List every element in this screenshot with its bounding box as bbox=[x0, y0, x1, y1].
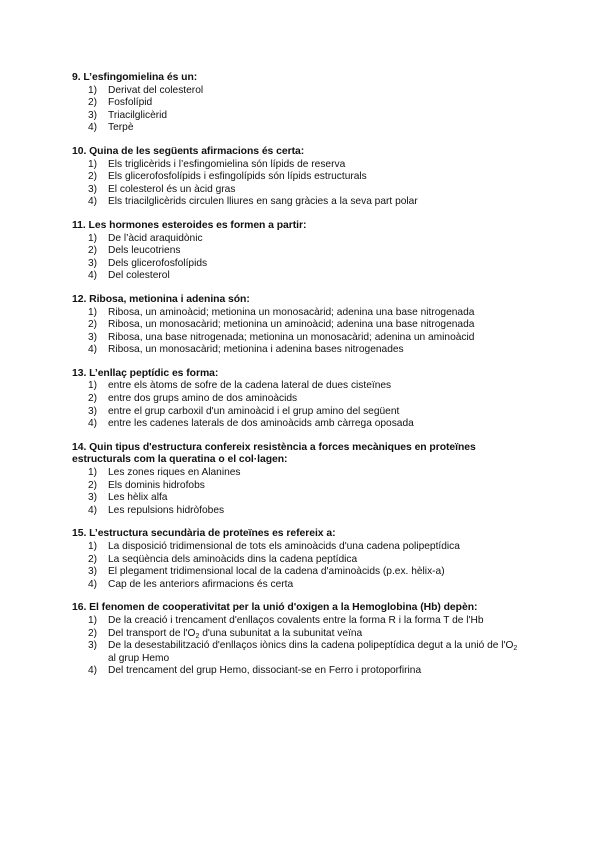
option-item bbox=[88, 245, 528, 258]
option-item bbox=[88, 183, 528, 197]
option-number: 3) bbox=[88, 405, 98, 417]
option-list bbox=[0, 85, 600, 135]
option-number: 2) bbox=[88, 479, 98, 491]
question-12 bbox=[0, 294, 600, 357]
option-text: Dels leucotriens bbox=[108, 245, 181, 257]
option-text: El plegament tridimensional local de la cadena d'aminoàcids (p.ex. hèlix-a) bbox=[108, 566, 445, 578]
option-item bbox=[88, 158, 528, 172]
option-text: Ribosa, un monosacàrid; metionina un aminoàcid; adenina una base nitrogenada bbox=[108, 319, 475, 331]
subscript: 2 bbox=[195, 632, 200, 640]
option-text: De la creació i trencament d'enllaços covalents entre la forma R i la forma T de l'Hb bbox=[108, 614, 484, 626]
option-number: 4) bbox=[88, 504, 98, 516]
question-15 bbox=[0, 528, 600, 591]
option-number: 2) bbox=[88, 627, 98, 639]
option-item bbox=[88, 380, 528, 393]
option-item bbox=[88, 393, 528, 406]
option-text-continued: d'una subunitat a la subunitat veïna bbox=[199, 627, 363, 639]
option-number: 2) bbox=[88, 393, 98, 405]
option-text: Derivat del colesterol bbox=[108, 84, 204, 96]
option-list bbox=[0, 307, 600, 357]
question-title: 13. L’enllaç peptídic es forma: bbox=[72, 367, 219, 379]
question-title: 11. Les hormones esteroides es formen a partir: bbox=[72, 219, 307, 231]
question-11 bbox=[0, 220, 600, 283]
option-number: 4) bbox=[88, 665, 98, 677]
option-item bbox=[88, 109, 528, 123]
option-item bbox=[88, 614, 528, 628]
option-number: 4) bbox=[88, 270, 98, 282]
option-text: Les repulsions hidròfobes bbox=[108, 504, 225, 516]
option-text: La disposició tridimensional de tots els aminoàcids d'una cadena polipeptídica bbox=[108, 541, 460, 552]
option-list bbox=[0, 467, 600, 517]
option-item bbox=[88, 270, 528, 283]
option-number: 4) bbox=[88, 344, 98, 356]
option-text: Els dominis hidrofobs bbox=[108, 479, 205, 491]
option-number: 1) bbox=[88, 232, 98, 244]
option-item bbox=[88, 665, 528, 678]
option-item bbox=[88, 344, 528, 357]
option-text: La seqüència dels aminoàcids dins la cadena peptídica bbox=[108, 553, 358, 565]
option-text: Fosfolípid bbox=[108, 97, 153, 109]
option-number: 3) bbox=[88, 331, 98, 343]
option-list bbox=[0, 380, 600, 430]
option-text: Les zones riques en Alanines bbox=[108, 467, 241, 479]
option-text: entre els àtoms de sofre de la cadena lateral de dues cisteïnes bbox=[108, 380, 392, 392]
option-item bbox=[88, 627, 528, 641]
option-item bbox=[88, 504, 528, 518]
option-item bbox=[88, 492, 528, 505]
option-item bbox=[88, 232, 528, 246]
option-item bbox=[88, 122, 528, 135]
option-number: 3) bbox=[88, 492, 98, 504]
question-title: 10. Quina de les següents afirmacions és certa: bbox=[72, 145, 305, 157]
option-item bbox=[88, 306, 528, 320]
option-item bbox=[88, 541, 528, 554]
option-item bbox=[88, 171, 528, 184]
option-number: 4) bbox=[88, 578, 98, 590]
option-text: Dels glicerofosfolípids bbox=[108, 257, 208, 269]
option-text: Els glicerofosfolípids i esfingolípids són lípids estructurals bbox=[108, 171, 367, 183]
option-number: 2) bbox=[88, 245, 98, 257]
option-item bbox=[88, 467, 528, 480]
option-number: 2) bbox=[88, 97, 98, 109]
option-item bbox=[88, 97, 528, 110]
option-item bbox=[88, 405, 528, 419]
option-item bbox=[88, 566, 528, 579]
option-number: 1) bbox=[88, 306, 98, 318]
option-item bbox=[88, 418, 528, 431]
question-title: 15. L’estructura secundària de proteïnes es refereix a: bbox=[72, 528, 336, 540]
option-text: entre les cadenes laterals de dos aminoàcids amb càrrega oposada bbox=[108, 418, 414, 430]
option-item bbox=[88, 479, 528, 493]
subscript: 2 bbox=[513, 645, 518, 653]
question-13 bbox=[0, 368, 600, 431]
option-number: 4) bbox=[88, 122, 98, 134]
option-number: 2) bbox=[88, 171, 98, 183]
option-text: Cap de les anteriors afirmacions és certa bbox=[108, 578, 294, 590]
question-title: 14. Quin tipus d'estructura confereix resistència a forces mecàniques en proteïnes estructurals com la queratina o el col·lagen: bbox=[72, 441, 476, 466]
option-text-continued: al grup Hemo bbox=[108, 652, 170, 664]
option-text: Els triglicèrids i l’esfingomielina són lípids de reserva bbox=[108, 158, 346, 170]
option-text: Ribosa, un aminoàcid; metionina un monosacàrid; adenina una base nitrogenada bbox=[108, 306, 475, 318]
exam-document bbox=[0, 72, 600, 689]
option-item bbox=[88, 640, 528, 665]
option-text: Triacilglicèrid bbox=[108, 109, 168, 121]
option-number: 1) bbox=[88, 614, 98, 626]
option-number: 1) bbox=[88, 541, 98, 552]
option-text: Del colesterol bbox=[108, 270, 170, 282]
option-text: Els triacilglicèrids circulen lliures en sang gràcies a la seva part polar bbox=[108, 196, 418, 208]
option-number: 3) bbox=[88, 257, 98, 269]
option-number: 3) bbox=[88, 566, 98, 578]
option-text: El colesterol és un àcid gras bbox=[108, 183, 236, 195]
option-number: 1) bbox=[88, 380, 98, 392]
option-item bbox=[88, 578, 528, 592]
option-item bbox=[88, 196, 528, 209]
option-text: Terpè bbox=[108, 122, 134, 134]
option-number: 4) bbox=[88, 196, 98, 208]
option-list bbox=[0, 541, 600, 591]
question-10 bbox=[0, 146, 600, 209]
option-number: 3) bbox=[88, 109, 98, 121]
option-number: 1) bbox=[88, 84, 98, 96]
question-9 bbox=[0, 72, 600, 135]
option-number: 4) bbox=[88, 418, 98, 430]
question-title: 12. Ribosa, metionina i adenina són: bbox=[72, 293, 250, 305]
option-list bbox=[0, 615, 600, 678]
option-number: 3) bbox=[88, 640, 98, 652]
option-text: Del transport de l'O bbox=[108, 627, 196, 639]
option-number: 2) bbox=[88, 319, 98, 331]
option-text: entre dos grups amino de dos aminoàcids bbox=[108, 393, 298, 405]
option-item bbox=[88, 553, 528, 567]
option-number: 1) bbox=[88, 158, 98, 170]
option-item bbox=[88, 257, 528, 271]
option-list bbox=[0, 159, 600, 209]
option-text: Del trencament del grup Hemo, dissociant-se en Ferro i protoporfirina bbox=[108, 665, 422, 677]
question-title: 9. L’esfingomielina és un: bbox=[72, 72, 198, 83]
option-number: 3) bbox=[88, 183, 98, 195]
question-16 bbox=[0, 602, 600, 678]
option-text: De l’àcid araquidònic bbox=[108, 232, 203, 244]
question-14 bbox=[0, 442, 600, 518]
option-item bbox=[88, 331, 528, 345]
option-number: 1) bbox=[88, 467, 98, 479]
option-text: entre el grup carboxil d'un aminoàcid i el grup amino del següent bbox=[108, 405, 400, 417]
option-text: De la desestabilització d'enllaços iònics dins la cadena polipeptídica degut a la unió de l'O bbox=[108, 640, 514, 652]
option-number: 2) bbox=[88, 553, 98, 565]
option-text: Ribosa, una base nitrogenada; metionina un monosacàrid; adenina un aminoàcid bbox=[108, 331, 475, 343]
option-item bbox=[88, 319, 528, 332]
option-text: Les hèlix alfa bbox=[108, 492, 168, 504]
option-item bbox=[88, 84, 528, 98]
option-text: Ribosa, un monosacàrid; metionina i adenina bases nitrogenades bbox=[108, 344, 404, 356]
question-title: 16. El fenomen de cooperativitat per la unió d'oxigen a la Hemoglobina (Hb) depèn: bbox=[72, 602, 478, 614]
option-list bbox=[0, 233, 600, 283]
